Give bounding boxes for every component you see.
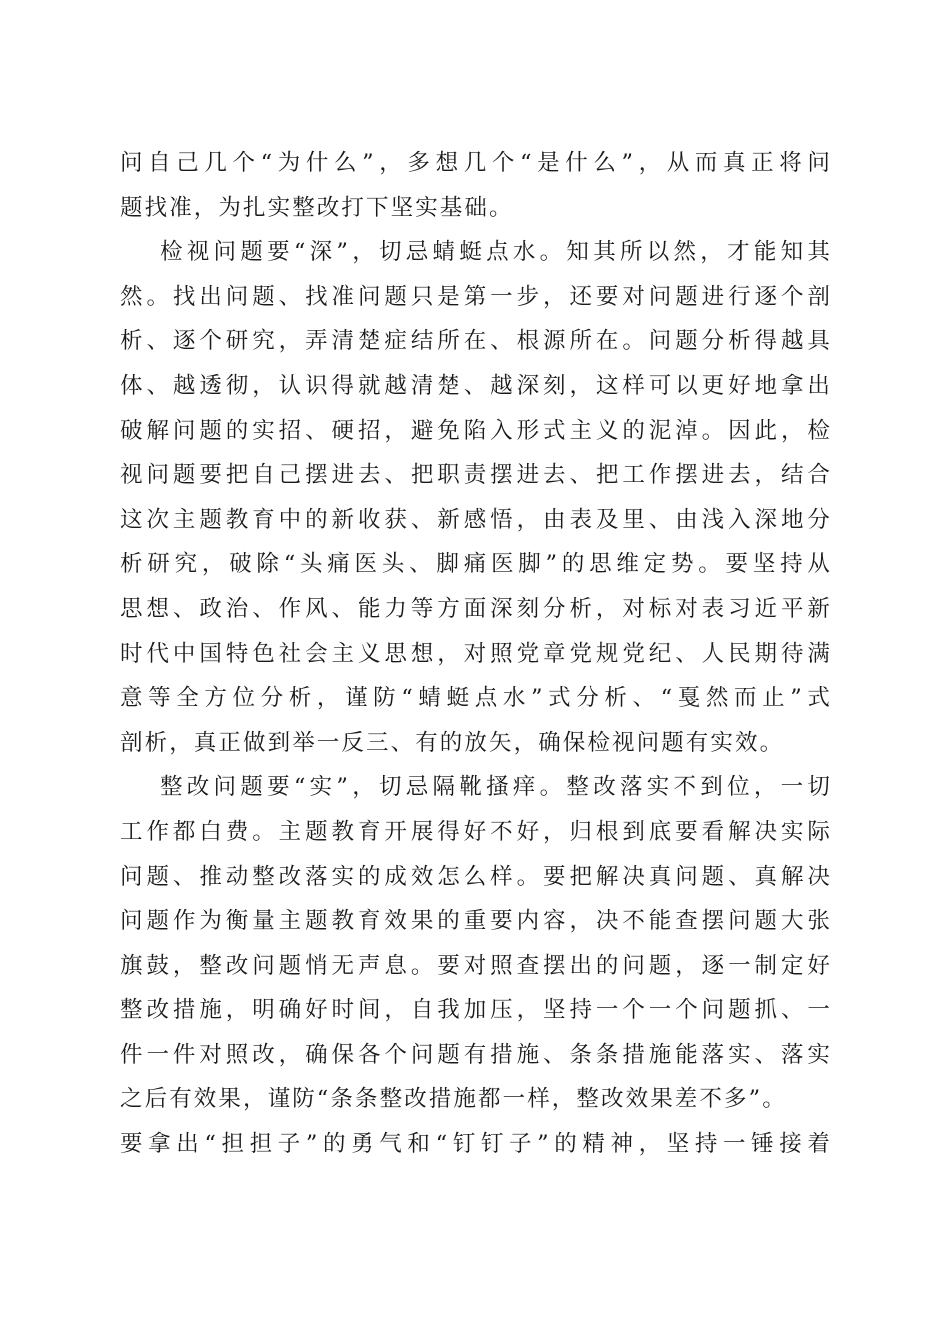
text-line: 视问题要把自己摆进去、把职责摆进去、把工作摆进去，结合 xyxy=(120,462,832,489)
text-line: 析研究，破除“头痛医头、脚痛医脚”的思维定势。要坚持从 xyxy=(120,551,832,578)
text-line: 问题、推动整改落实的成效怎么样。要把解决真问题、真解决 xyxy=(120,863,832,890)
text-line: 工作都白费。主题教育开展得好不好，归根到底要看解决实际 xyxy=(120,818,832,845)
paragraph-start-line: 检视问题要“深”，切忌蜻蜓点水。知其所以然，才能知其 xyxy=(160,239,832,266)
text-line: 问自己几个“为什么”，多想几个“是什么”，从而真正将问 xyxy=(120,150,832,176)
text-line: 时代中国特色社会主义思想，对照党章党规党纪、人民期待满 xyxy=(120,640,832,667)
text-line: 析、逐个研究，弄清楚症结所在、根源所在。问题分析得越具 xyxy=(120,328,832,355)
text-line: 剖析，真正做到举一反三、有的放矢，确保检视问题有实效。 xyxy=(120,729,785,756)
body-text xyxy=(120,141,832,1167)
text-line: 这次主题教育中的新收获、新感悟，由表及里、由浅入深地分 xyxy=(120,506,832,533)
text-line: 题找准，为扎实整改打下坚实基础。 xyxy=(120,194,514,221)
text-line: 件一件对照改，确保各个问题有措施、条条措施能落实、落实 xyxy=(120,1041,832,1068)
text-line: 问题作为衡量主题教育效果的重要内容，决不能查摆问题大张 xyxy=(120,908,832,935)
text-line: 整改措施，明确好时间，自我加压，坚持一个一个问题抓、一 xyxy=(120,997,832,1024)
paragraph-start-line: 整改问题要“实”，切忌隔靴搔痒。整改落实不到位，一切 xyxy=(160,774,832,801)
text-line: 破解问题的实招、硬招，避免陷入形式主义的泥淖。因此，检 xyxy=(120,417,832,444)
text-line: 意等全方位分析，谨防“蜻蜓点水”式分析、“戛然而止”式 xyxy=(120,685,832,712)
text-line: 体、越透彻，认识得就越清楚、越深刻，这样可以更好地拿出 xyxy=(120,372,832,399)
text-line: 然。找出问题、找准问题只是第一步，还要对问题进行逐个剖 xyxy=(120,283,832,310)
text-line: 要拿出“担担子”的勇气和“钉钉子”的精神，坚持一锤接着 xyxy=(120,1131,832,1158)
text-line: 之后有效果，谨防“条条整改措施都一样，整改效果差不多”。 xyxy=(120,1086,787,1113)
text-line: 思想、政治、作风、能力等方面深刻分析，对标对表习近平新 xyxy=(120,595,832,622)
text-line: 旗鼓，整改问题悄无声息。要对照查摆出的问题，逐一制定好 xyxy=(120,952,832,979)
